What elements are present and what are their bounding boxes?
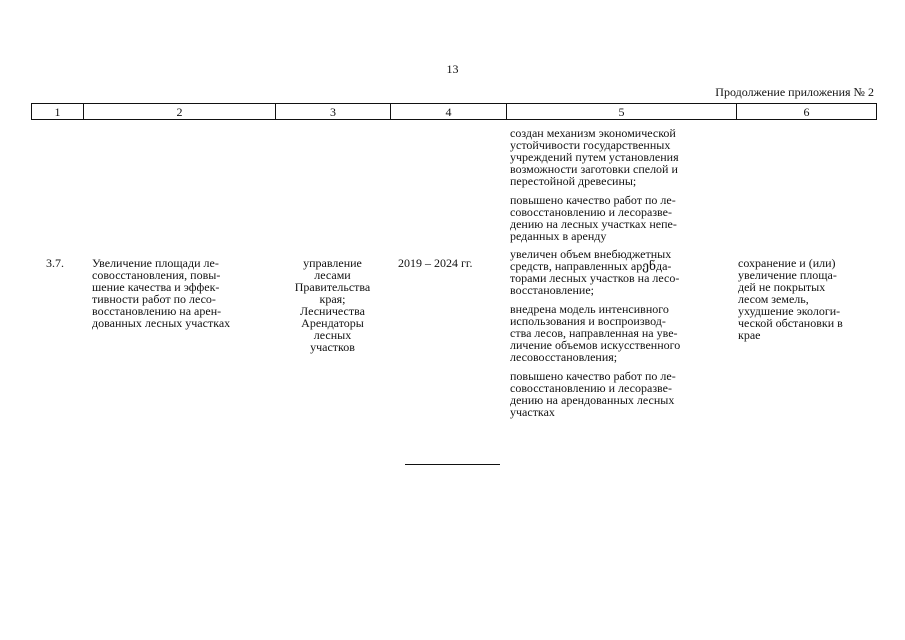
page-number: 13 <box>446 62 459 76</box>
result-item: повышено качество работ по ле- совосстановлению и лесоразве- дению на лесных участках непе- реданных в аренду <box>510 193 677 243</box>
executors: управление лесами Правительства края; Лесничества Арендаторы лесных участков <box>294 256 371 354</box>
continuation-label: Продолжение приложения № 2 <box>715 85 874 99</box>
column-header-table <box>31 103 877 120</box>
footer-divider <box>405 464 500 465</box>
column-header-2: 2 <box>84 104 276 120</box>
measure-name: Увеличение площади ле- совосстановления, повы- шение качества и эффек- тивности работ по лесо- восстановлению на арен- дованных лесных участках <box>92 256 231 330</box>
result-item: повышено качество работ по ле- совосстановлению и лесоразве- дению на арендованных лесных участках <box>510 369 676 419</box>
results-column <box>510 127 740 425</box>
column-header-3: 3 <box>276 104 391 120</box>
row-number: 3.7. <box>46 256 64 270</box>
column-header-4: 4 <box>391 104 507 120</box>
implementation-period: 2019 – 2024 гг. <box>398 256 473 270</box>
result-item: увеличен объем внебюджетных средств, направленных арენда- торами лесных участков на лесо- восстановление; <box>510 247 680 297</box>
result-item: внедрена модель интенсивного использования и воспроизвод- ства лесов, направленная на уве- личение объемов искусственного лесовосстановления; <box>510 302 681 364</box>
column-header-1: 1 <box>32 104 84 120</box>
column-header-row <box>32 104 877 120</box>
column-header-5: 5 <box>507 104 737 120</box>
result-item: создан механизм экономической устойчивости государственных учреждений путем установления возможности заготовки спелой и перестойной древесины; <box>510 126 679 188</box>
column-header-6: 6 <box>737 104 877 120</box>
consequences: сохранение и (или) увеличение площа- дей не покрытых лесом земель, ухудшение экологи- ческой обстановки в крае <box>738 256 843 342</box>
